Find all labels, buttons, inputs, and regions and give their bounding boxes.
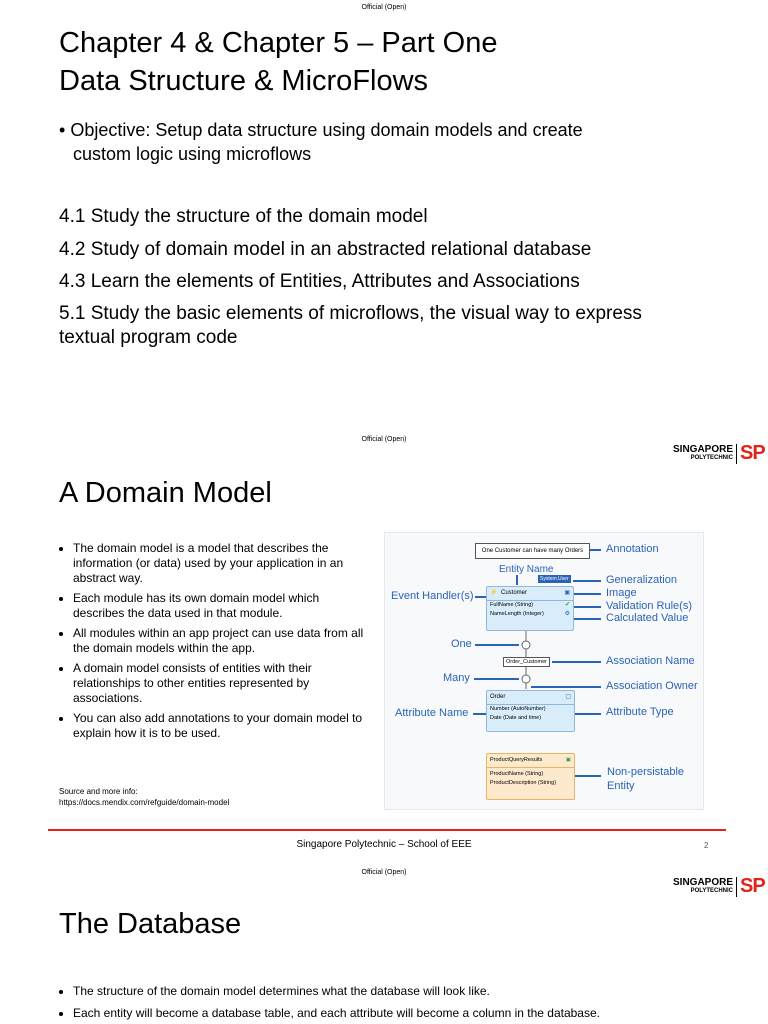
customer-title: Customer [501, 590, 528, 596]
logo-divider [736, 444, 737, 464]
logo-wordmark [673, 876, 734, 895]
bullet-item: • You can also add annotations to your domain model to explain how it is to be used. [73, 711, 364, 741]
domain-model-bullets [59, 541, 364, 746]
annotation-box: One Customer can have many Orders [475, 543, 590, 559]
objective-line1: Objective: Setup data structure using domain models and create [70, 120, 583, 140]
logo-sp: SP [740, 875, 765, 897]
footer-divider [48, 829, 726, 831]
label-association-name: Association Name [606, 655, 695, 667]
bullet-item: • Each module has its own domain model which describes the data used in that module. [73, 591, 364, 621]
npe-attrs [487, 768, 574, 788]
slide3-title: The Database [59, 908, 242, 940]
label-attribute-type: Attribute Type [606, 706, 674, 718]
logo-top: SINGAPORE [673, 876, 734, 888]
order-attr2: Date (Date and time) [490, 715, 542, 721]
bullet-item: • A domain model consists of entities with their relationships to other entities represented by associations. [73, 661, 364, 706]
calculated-icon: ⚙ [564, 611, 570, 617]
bullet-item: • The structure of the domain model determines what the database will look like. [73, 984, 759, 999]
label-generalization: Generalization [606, 574, 677, 586]
domain-model-diagram [384, 532, 704, 810]
item-4-1: 4.1 Study the structure of the domain model [59, 206, 428, 227]
label-non-persistable [607, 765, 684, 793]
label-validation: Validation Rule(s) [606, 600, 693, 612]
database-bullets [59, 984, 759, 1021]
logo-sp: SP [740, 442, 765, 464]
bullet-item: • The domain model is a model that describes the information (or data) used by your application in an abstract way. [73, 541, 364, 586]
item-5-1-cont: textual program code [59, 327, 238, 348]
bullet-dot: • [59, 120, 71, 140]
customer-attrs [487, 601, 573, 619]
sp-logo [673, 875, 765, 898]
slide1-title-line1: Chapter 4 & Chapter 5 – Part One [59, 27, 498, 59]
customer-attr2: NameLength (Integer) [490, 611, 544, 617]
label-association-owner: Association Owner [606, 680, 698, 692]
objective-bullet [59, 118, 583, 142]
npe-label-line2: Entity [607, 780, 635, 792]
check-icon: ✔ [564, 602, 570, 608]
label-one: One [451, 638, 472, 650]
label-annotation: Annotation [606, 543, 659, 555]
objective-line2: custom logic using microflows [73, 144, 312, 164]
sp-logo [673, 442, 765, 465]
official-label: Official (Open) [361, 436, 407, 443]
npe-attr2: ProductDescription (String) [490, 780, 557, 786]
bullet-item: • Each entity will become a database table, and each attribute will become a column in the database. [73, 1006, 759, 1021]
customer-header [487, 587, 573, 601]
logo-divider [736, 877, 737, 897]
item-4-3: 4.3 Learn the elements of Entities, Attributes and Associations [59, 271, 580, 292]
lightning-icon: ⚡ [490, 590, 498, 596]
page-number: 2 [704, 841, 709, 850]
source-info [59, 786, 229, 808]
image-icon: ▣ [565, 757, 571, 763]
official-label: Official (Open) [361, 4, 407, 11]
label-calculated: Calculated Value [606, 612, 689, 624]
source-url[interactable]: https://docs.mendix.com/refguide/domain-model [59, 798, 230, 807]
label-entity-name: Entity Name [499, 564, 554, 575]
association-tag: Order_Customer [503, 657, 550, 667]
npe-attr1: ProductName (String) [490, 771, 544, 777]
order-title: Order [490, 694, 506, 700]
footer-text: Singapore Polytechnic – School of EEE [296, 839, 472, 850]
slide1-title-line2: Data Structure & MicroFlows [59, 65, 429, 97]
official-label: Official (Open) [361, 869, 407, 876]
image-icon: ▢ [565, 694, 571, 700]
order-entity [486, 690, 575, 732]
bullet-item: • All modules within an app project can use data from all the domain models within the app. [73, 626, 364, 656]
logo-bottom: POLYTECHNIC [690, 454, 734, 461]
label-event-handler: Event Handler(s) [391, 590, 474, 602]
image-icon: ▣ [564, 590, 570, 596]
customer-attr1: FullName (String) [490, 602, 534, 608]
generalization-tag: System.User [540, 576, 569, 582]
npe-title: ProductQueryResults [490, 757, 543, 763]
logo-top: SINGAPORE [673, 443, 734, 455]
npe-label-line1: Non-persistable [607, 766, 685, 778]
logo-bottom: POLYTECHNIC [690, 887, 734, 894]
label-many: Many [443, 672, 470, 684]
customer-entity [486, 586, 574, 631]
slide2-title: A Domain Model [59, 477, 272, 509]
label-attribute-name: Attribute Name [395, 707, 469, 719]
order-header [487, 691, 574, 705]
order-attrs [487, 705, 574, 723]
label-image: Image [606, 587, 637, 599]
item-5-1: 5.1 Study the basic elements of microflows, the visual way to express [59, 303, 642, 324]
source-label: Source and more info: [59, 787, 138, 796]
logo-wordmark [673, 443, 734, 462]
item-4-2: 4.2 Study of domain model in an abstracted relational database [59, 239, 592, 260]
order-attr1: Number (AutoNumber) [490, 706, 546, 712]
npe-header [487, 754, 574, 768]
non-persistable-entity [486, 753, 575, 800]
